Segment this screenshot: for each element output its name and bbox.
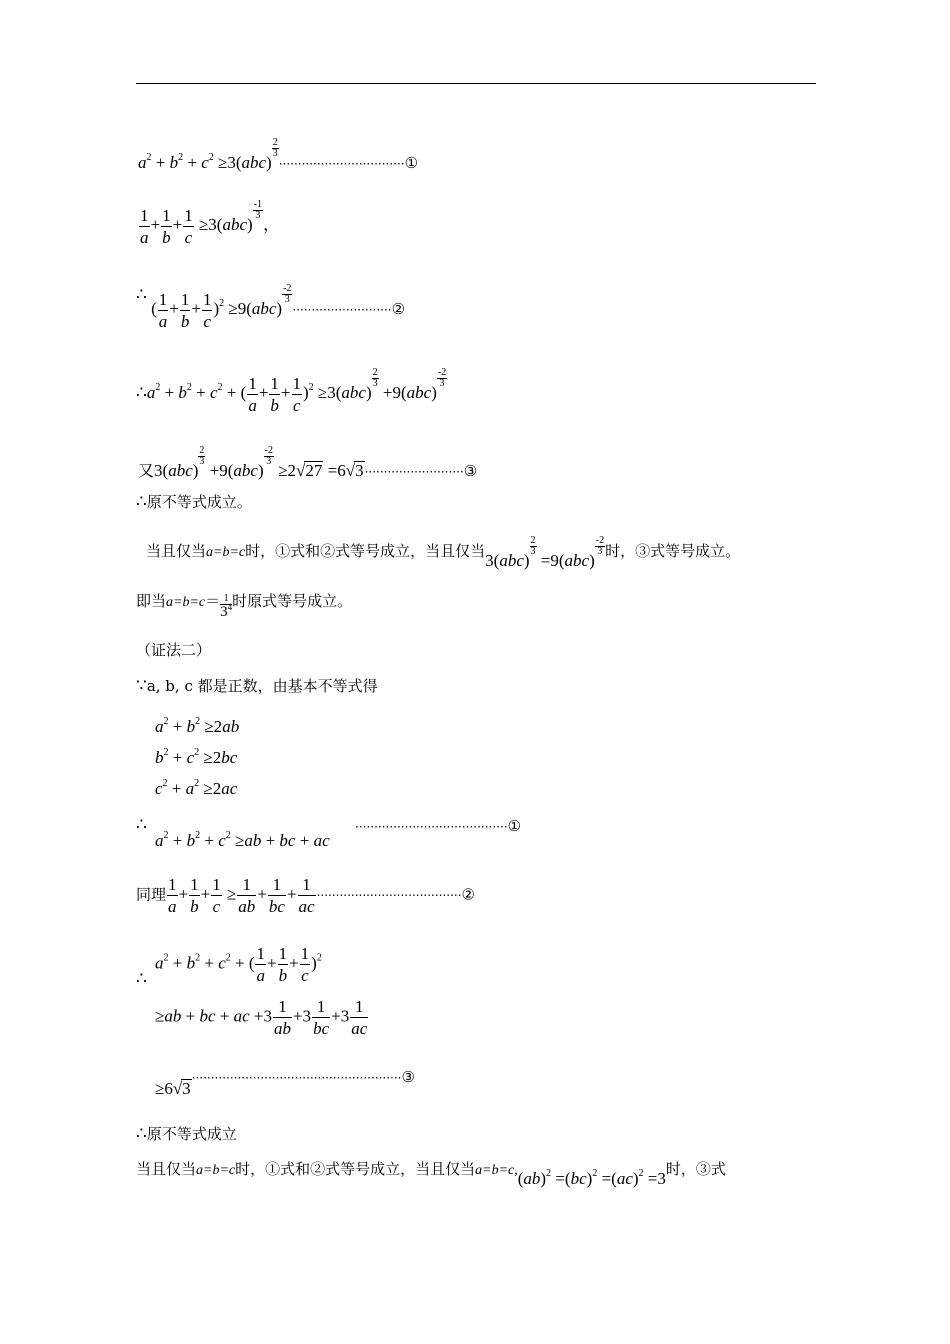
inequality-8b: ≥ab + bc + ac +3 $\frac{1}{ab}$ +3 $\frac{1}{bc}$ +3 $\frac{1}{ac}$ (155, 997, 368, 1038)
inequality-5: 又3(abc) $\frac{2}{3}$ +9(abc) $\frac{-2}{3}$ ≥2√27 =6√3··························③ (138, 445, 478, 480)
dot-leader: ······································ (316, 888, 462, 903)
text: 时，①式和②式等号成立，当且仅当 (235, 1160, 476, 1178)
therefore-symbol: ∴ (136, 1124, 147, 1144)
text: 原不等式成立 (146, 1125, 237, 1143)
inequality-6: $a^2 + b^2 + c^2 \ge ab$ + bc + ac (155, 830, 330, 850)
inequality-4: $\therefore a^2 + b^2 + c^2$ + ( $\frac{1}{a}$ + $\frac{1}{b}$ + $\frac{1}{c}$ )$^2$ ≥3(abc) $\frac{2}{3}$ +9(abc) $\frac{-2}{3}$ (136, 367, 447, 415)
text: 时，③式 (665, 1160, 726, 1178)
dot-leader: ·························· (292, 303, 392, 317)
you-label: 又 (138, 463, 155, 480)
final-condition: 当且仅当a=b=c时，①式和②式等号成立，当且仅当a=b=c,(ab)$^2$ =(bc)$^2$ =(ac)$^2$ =3时，③式 (136, 1160, 726, 1188)
comma: ， (263, 215, 280, 234)
inequality-2: $\frac{1}{a}$ + $\frac{1}{b}$ + $\frac{1}{c}$ ≥3(abc) $\frac{-1}{3}$ ， (140, 199, 280, 247)
inequality-7: 同理 $\frac{1}{a}$ + $\frac{1}{b}$ + $\frac{1}{c}$ ≥ $\frac{1}{ab}$ + $\frac{1}{bc}$ + $\frac{1}{ac}$ ······································② (136, 875, 475, 916)
text: a=b=c, (475, 1163, 518, 1178)
mark-3: ③ (463, 462, 478, 480)
mark-1: ① (404, 154, 419, 172)
inequality-8a: $a^2 + b^2 + c^2$ + ( $\frac{1}{a}$ + $\frac{1}{b}$ + $\frac{1}{c}$ )$^2$ (155, 944, 322, 985)
text: 时原式等号成立。 (232, 592, 353, 610)
therefore-symbol-2: ∴ (136, 815, 147, 834)
dots-mark-6 (355, 817, 521, 834)
method2-intro (136, 678, 378, 695)
text: a=b=c (206, 545, 246, 560)
therefore-symbol: ∴ (136, 492, 147, 512)
text: 时，①式和②式等号成立，当且仅当 (245, 542, 486, 560)
therefore-symbol: ∴ (136, 383, 147, 402)
conclusion-text: 原不等式成立。 (146, 493, 252, 511)
amgm-line-1: $a^2 + b^2 \ge 2ab$ (155, 716, 240, 736)
dot-leader: ·························· (364, 465, 464, 479)
similarly-label: 同理 (136, 887, 167, 904)
text: a=b=c (166, 595, 206, 610)
mark-1: ① (507, 817, 522, 835)
mark-2: ② (461, 885, 475, 904)
equality-condition-1: 当且仅当a=b=c时，①式和②式等号成立，当且仅当3(abc) $\frac{2}{3}$ =9(abc) $\frac{-2}{3}$ 时，③式等号成立。 (146, 535, 741, 570)
method2-title: （证法二） (136, 641, 212, 659)
text: a=b=c (196, 1163, 236, 1178)
amgm-line-2: $b^2 + c^2 \ge 2bc$ (155, 747, 238, 767)
text: 当且仅当 (136, 1160, 197, 1178)
inequality-1: $a^2 + b^2 + c^2 \ge 3(abc)$ $\frac{2}{3}$ ·································① (138, 137, 419, 172)
mark-2: ② (391, 300, 406, 318)
text: a, b, c 都是正数，由基本不等式得 (146, 677, 378, 695)
dot-leader: ········································ (355, 820, 508, 834)
dot-leader: ······················································· (191, 1071, 402, 1085)
dot-leader: ································· (278, 157, 405, 171)
header-rule (136, 83, 816, 84)
because-symbol: ∵ (136, 676, 147, 696)
conclusion-1 (136, 494, 252, 511)
text: 当且仅当 (146, 542, 207, 560)
inequality-8c: ≥6√3·······················································③ (155, 1068, 415, 1098)
therefore-symbol-3: ∴ (136, 969, 147, 988)
text: ＝ (205, 592, 221, 610)
equality-condition-2: 即当a=b=c＝ 1 $3^4$ 时原式等号成立。 (136, 592, 353, 620)
amgm-line-3: $c^2 + a^2 \ge 2ac$ (155, 778, 238, 798)
inequality-3: ∴ ( $\frac{1}{a}$ + $\frac{1}{b}$ + $\frac{1}{c}$ )$^2$ ≥9(abc) $\frac{-2}{3}$ ··························② (136, 283, 406, 331)
text: 时，③式等号成立。 (605, 542, 741, 560)
therefore-symbol: ∴ (136, 285, 147, 304)
conclusion-2 (136, 1126, 237, 1143)
mark-3: ③ (401, 1068, 415, 1086)
text: 即当 (136, 592, 167, 610)
